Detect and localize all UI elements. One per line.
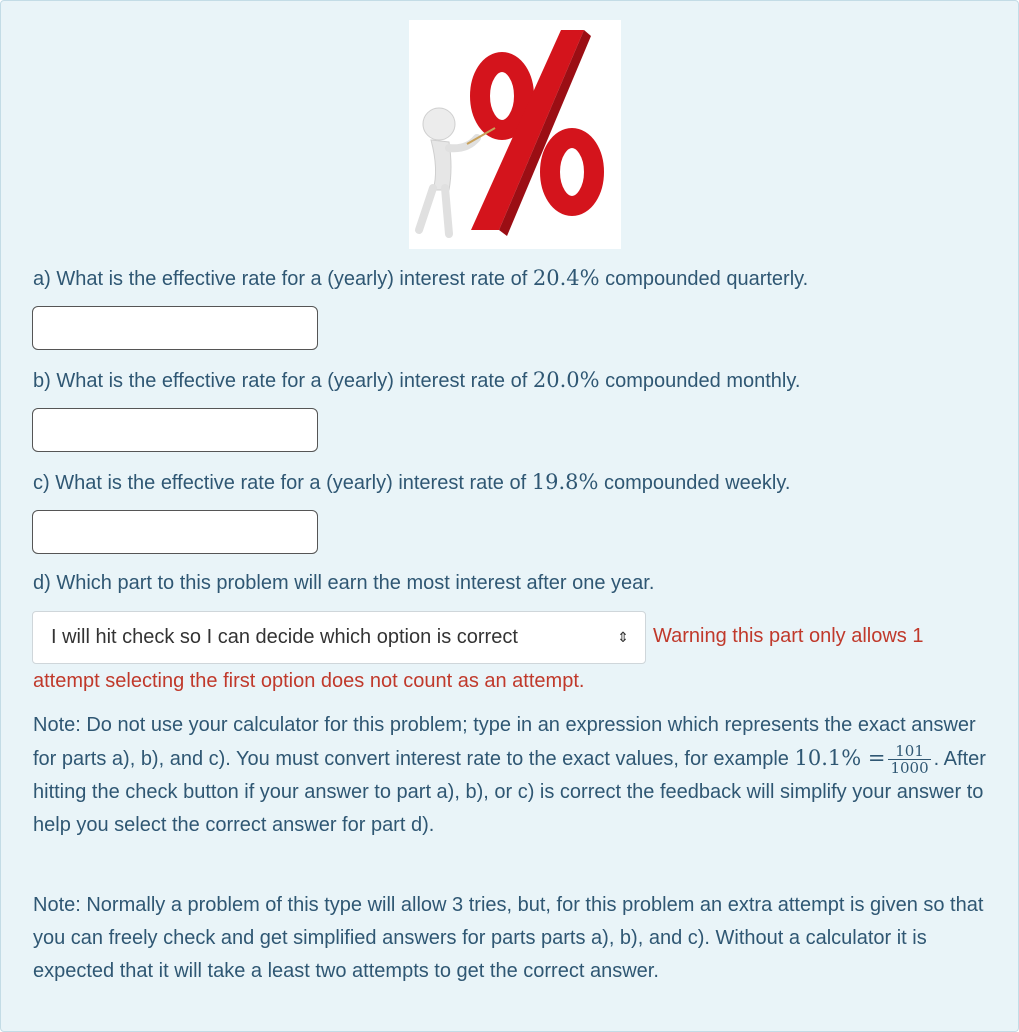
question-d: d) Which part to this problem will earn the most interest after one year. <box>33 572 655 594</box>
answer-c-input[interactable] <box>32 510 318 554</box>
part-d-select[interactable] <box>32 611 646 664</box>
part-d-select-value: I will hit check so I can decide which option is correct <box>51 626 518 648</box>
question-c <box>33 469 790 496</box>
answer-a-input[interactable] <box>32 306 318 350</box>
warning-text-line2: attempt selecting the first option does not count as an attempt. <box>33 670 585 692</box>
note-instructions <box>33 709 1003 842</box>
fraction-numerator: 101 <box>888 743 930 760</box>
warning-text-line1: Warning this part only allows 1 <box>653 625 924 647</box>
question-a-suffix: compounded quarterly. <box>599 268 809 290</box>
question-a <box>33 265 808 292</box>
percent-figure-icon <box>409 20 621 249</box>
question-c-suffix: compounded weekly. <box>598 472 791 494</box>
question-b-suffix: compounded monthly. <box>599 370 801 392</box>
percent-illustration <box>409 20 621 249</box>
note-instructions-continued: . After hitting the check button if your answer to part a), b), or c) is correct the feedback will simplify your answer to help you select the correct answer for part d). <box>33 748 986 837</box>
question-b-text: b) What is the effective rate for a (yearly) interest rate of <box>33 370 533 392</box>
example-expression: 10.1% = <box>794 746 886 770</box>
fraction-denominator: 1000 <box>890 759 929 778</box>
updown-arrow-icon: ⇕ <box>617 629 629 645</box>
question-a-text: a) What is the effective rate for a (yearly) interest rate of <box>33 268 533 290</box>
example-fraction <box>888 743 930 776</box>
note-instructions-text: Note: Do not use your calculator for this problem; type in an expression which represents the exact answer for parts a), b), and c). You must convert interest rate to the exact values, for example <box>33 714 976 770</box>
note-attempts: Note: Normally a problem of this type will allow 3 tries, but, for this problem an extra attempt is given so that you can freely check and get simplified answers for parts parts a), b), and c). Without a calculator it is expected that it will take a least two attempts to get the correct answer. <box>33 894 984 982</box>
question-b <box>33 367 800 394</box>
question-b-rate: 20.0% <box>532 368 600 392</box>
answer-b-input[interactable] <box>32 408 318 452</box>
question-c-rate: 19.8% <box>531 470 599 494</box>
question-a-rate: 20.4% <box>532 266 600 290</box>
question-c-text: c) What is the effective rate for a (yearly) interest rate of <box>33 472 532 494</box>
